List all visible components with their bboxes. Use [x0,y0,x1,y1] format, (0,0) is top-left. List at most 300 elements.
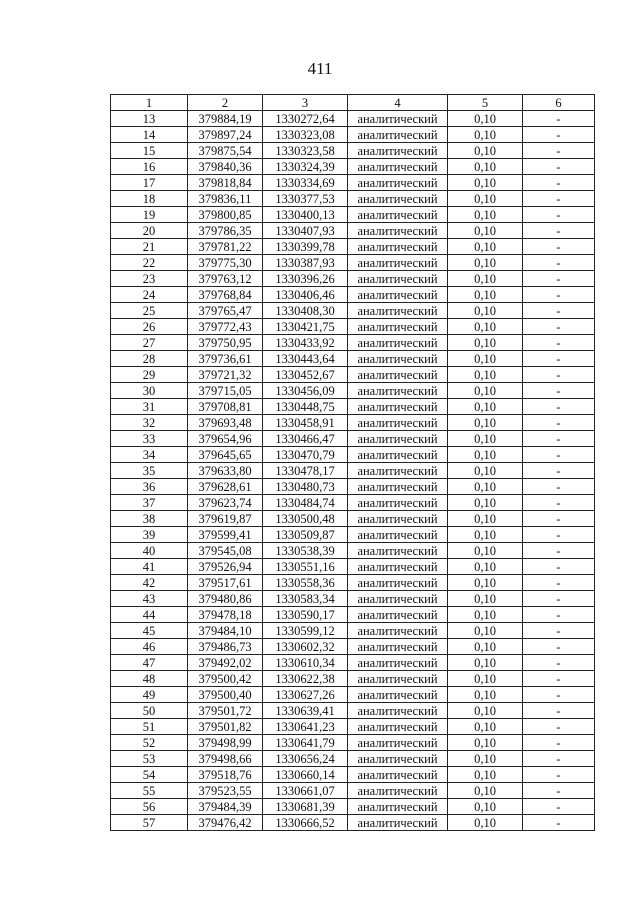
method-cell: аналитический [348,127,448,143]
y-coordinate-cell: 1330396,26 [263,271,348,287]
note-cell: - [523,447,595,463]
method-cell: аналитический [348,815,448,831]
method-cell: аналитический [348,719,448,735]
accuracy-cell: 0,10 [448,191,523,207]
table-row [111,623,595,639]
table-row [111,191,595,207]
point-number-cell: 37 [111,495,188,511]
y-coordinate-cell: 1330324,39 [263,159,348,175]
note-cell: - [523,815,595,831]
point-number-cell: 19 [111,207,188,223]
accuracy-cell: 0,10 [448,559,523,575]
x-coordinate-cell: 379693,48 [188,415,263,431]
y-coordinate-cell: 1330478,17 [263,463,348,479]
method-cell: аналитический [348,799,448,815]
table-row [111,127,595,143]
point-number-cell: 47 [111,655,188,671]
x-coordinate-cell: 379633,80 [188,463,263,479]
y-coordinate-cell: 1330448,75 [263,399,348,415]
table-row [111,111,595,127]
table-row [111,335,595,351]
note-cell: - [523,687,595,703]
point-number-cell: 57 [111,815,188,831]
y-coordinate-cell: 1330641,23 [263,719,348,735]
note-cell: - [523,527,595,543]
table-header-row [111,95,595,111]
table-row [111,543,595,559]
note-cell: - [523,127,595,143]
accuracy-cell: 0,10 [448,415,523,431]
y-coordinate-cell: 1330433,92 [263,335,348,351]
point-number-cell: 55 [111,783,188,799]
table-row [111,783,595,799]
accuracy-cell: 0,10 [448,783,523,799]
accuracy-cell: 0,10 [448,511,523,527]
note-cell: - [523,655,595,671]
point-number-cell: 53 [111,751,188,767]
note-cell: - [523,143,595,159]
note-cell: - [523,303,595,319]
method-cell: аналитический [348,527,448,543]
table-row [111,511,595,527]
x-coordinate-cell: 379818,84 [188,175,263,191]
method-cell: аналитический [348,191,448,207]
point-number-cell: 20 [111,223,188,239]
method-cell: аналитический [348,591,448,607]
table-row [111,175,595,191]
table-row [111,207,595,223]
y-coordinate-cell: 1330377,53 [263,191,348,207]
method-cell: аналитический [348,623,448,639]
accuracy-cell: 0,10 [448,143,523,159]
accuracy-cell: 0,10 [448,335,523,351]
accuracy-cell: 0,10 [448,303,523,319]
table-row [111,575,595,591]
column-header: 4 [348,95,448,111]
table-row [111,463,595,479]
point-number-cell: 29 [111,367,188,383]
y-coordinate-cell: 1330538,39 [263,543,348,559]
table-row [111,303,595,319]
y-coordinate-cell: 1330470,79 [263,447,348,463]
accuracy-cell: 0,10 [448,223,523,239]
y-coordinate-cell: 1330610,34 [263,655,348,671]
y-coordinate-cell: 1330408,30 [263,303,348,319]
x-coordinate-cell: 379480,86 [188,591,263,607]
y-coordinate-cell: 1330452,67 [263,367,348,383]
x-coordinate-cell: 379478,18 [188,607,263,623]
method-cell: аналитический [348,207,448,223]
table-row [111,799,595,815]
table-row [111,815,595,831]
column-header: 2 [188,95,263,111]
y-coordinate-cell: 1330666,52 [263,815,348,831]
x-coordinate-cell: 379750,95 [188,335,263,351]
y-coordinate-cell: 1330484,74 [263,495,348,511]
y-coordinate-cell: 1330558,36 [263,575,348,591]
point-number-cell: 49 [111,687,188,703]
y-coordinate-cell: 1330681,39 [263,799,348,815]
x-coordinate-cell: 379476,42 [188,815,263,831]
point-number-cell: 56 [111,799,188,815]
method-cell: аналитический [348,671,448,687]
note-cell: - [523,111,595,127]
method-cell: аналитический [348,111,448,127]
method-cell: аналитический [348,287,448,303]
point-number-cell: 15 [111,143,188,159]
note-cell: - [523,575,595,591]
accuracy-cell: 0,10 [448,751,523,767]
y-coordinate-cell: 1330602,32 [263,639,348,655]
table-row [111,479,595,495]
x-coordinate-cell: 379836,11 [188,191,263,207]
table-row [111,671,595,687]
note-cell: - [523,543,595,559]
note-cell: - [523,175,595,191]
table-row [111,527,595,543]
x-coordinate-cell: 379619,87 [188,511,263,527]
x-coordinate-cell: 379623,74 [188,495,263,511]
point-number-cell: 31 [111,399,188,415]
y-coordinate-cell: 1330660,14 [263,767,348,783]
x-coordinate-cell: 379498,99 [188,735,263,751]
table-row [111,431,595,447]
note-cell: - [523,783,595,799]
table-row [111,703,595,719]
x-coordinate-cell: 379501,72 [188,703,263,719]
accuracy-cell: 0,10 [448,623,523,639]
accuracy-cell: 0,10 [448,479,523,495]
table-row [111,415,595,431]
note-cell: - [523,623,595,639]
note-cell: - [523,607,595,623]
accuracy-cell: 0,10 [448,703,523,719]
accuracy-cell: 0,10 [448,463,523,479]
method-cell: аналитический [348,687,448,703]
y-coordinate-cell: 1330272,64 [263,111,348,127]
column-header: 3 [263,95,348,111]
accuracy-cell: 0,10 [448,591,523,607]
table-row [111,655,595,671]
accuracy-cell: 0,10 [448,495,523,511]
method-cell: аналитический [348,559,448,575]
y-coordinate-cell: 1330458,91 [263,415,348,431]
accuracy-cell: 0,10 [448,671,523,687]
accuracy-cell: 0,10 [448,175,523,191]
note-cell: - [523,799,595,815]
x-coordinate-cell: 379523,55 [188,783,263,799]
y-coordinate-cell: 1330407,93 [263,223,348,239]
x-coordinate-cell: 379884,19 [188,111,263,127]
accuracy-cell: 0,10 [448,575,523,591]
accuracy-cell: 0,10 [448,271,523,287]
point-number-cell: 33 [111,431,188,447]
y-coordinate-cell: 1330323,58 [263,143,348,159]
y-coordinate-cell: 1330387,93 [263,255,348,271]
point-number-cell: 14 [111,127,188,143]
x-coordinate-cell: 379628,61 [188,479,263,495]
y-coordinate-cell: 1330599,12 [263,623,348,639]
accuracy-cell: 0,10 [448,399,523,415]
x-coordinate-cell: 379654,96 [188,431,263,447]
point-number-cell: 27 [111,335,188,351]
note-cell: - [523,511,595,527]
table-row [111,767,595,783]
table-row [111,159,595,175]
accuracy-cell: 0,10 [448,687,523,703]
method-cell: аналитический [348,783,448,799]
note-cell: - [523,463,595,479]
accuracy-cell: 0,10 [448,799,523,815]
method-cell: аналитический [348,143,448,159]
method-cell: аналитический [348,431,448,447]
accuracy-cell: 0,10 [448,767,523,783]
table-row [111,687,595,703]
method-cell: аналитический [348,223,448,239]
note-cell: - [523,271,595,287]
table-row [111,607,595,623]
table-row [111,399,595,415]
point-number-cell: 41 [111,559,188,575]
x-coordinate-cell: 379526,94 [188,559,263,575]
method-cell: аналитический [348,655,448,671]
y-coordinate-cell: 1330551,16 [263,559,348,575]
note-cell: - [523,255,595,271]
accuracy-cell: 0,10 [448,543,523,559]
method-cell: аналитический [348,767,448,783]
accuracy-cell: 0,10 [448,239,523,255]
method-cell: аналитический [348,543,448,559]
method-cell: аналитический [348,335,448,351]
accuracy-cell: 0,10 [448,735,523,751]
accuracy-cell: 0,10 [448,431,523,447]
column-header: 5 [448,95,523,111]
y-coordinate-cell: 1330583,34 [263,591,348,607]
table-row [111,751,595,767]
point-number-cell: 54 [111,767,188,783]
table-row [111,559,595,575]
note-cell: - [523,591,595,607]
x-coordinate-cell: 379715,05 [188,383,263,399]
note-cell: - [523,207,595,223]
table-row [111,383,595,399]
table-row [111,351,595,367]
method-cell: аналитический [348,159,448,175]
x-coordinate-cell: 379492,02 [188,655,263,671]
point-number-cell: 30 [111,383,188,399]
point-number-cell: 26 [111,319,188,335]
point-number-cell: 34 [111,447,188,463]
point-number-cell: 28 [111,351,188,367]
note-cell: - [523,223,595,239]
point-number-cell: 52 [111,735,188,751]
note-cell: - [523,431,595,447]
x-coordinate-cell: 379897,24 [188,127,263,143]
point-number-cell: 40 [111,543,188,559]
note-cell: - [523,479,595,495]
accuracy-cell: 0,10 [448,351,523,367]
y-coordinate-cell: 1330323,08 [263,127,348,143]
y-coordinate-cell: 1330480,73 [263,479,348,495]
x-coordinate-cell: 379786,35 [188,223,263,239]
method-cell: аналитический [348,319,448,335]
x-coordinate-cell: 379708,81 [188,399,263,415]
point-number-cell: 32 [111,415,188,431]
x-coordinate-cell: 379800,85 [188,207,263,223]
note-cell: - [523,287,595,303]
table-row [111,239,595,255]
table-row [111,271,595,287]
method-cell: аналитический [348,367,448,383]
y-coordinate-cell: 1330641,79 [263,735,348,751]
point-number-cell: 17 [111,175,188,191]
table-row [111,367,595,383]
table-row [111,319,595,335]
x-coordinate-cell: 379545,08 [188,543,263,559]
table-row [111,255,595,271]
table-row [111,287,595,303]
method-cell: аналитический [348,511,448,527]
note-cell: - [523,335,595,351]
x-coordinate-cell: 379772,43 [188,319,263,335]
x-coordinate-cell: 379768,84 [188,287,263,303]
note-cell: - [523,671,595,687]
note-cell: - [523,367,595,383]
note-cell: - [523,495,595,511]
note-cell: - [523,383,595,399]
x-coordinate-cell: 379501,82 [188,719,263,735]
table-body [111,111,595,831]
method-cell: аналитический [348,351,448,367]
note-cell: - [523,719,595,735]
point-number-cell: 18 [111,191,188,207]
y-coordinate-cell: 1330400,13 [263,207,348,223]
x-coordinate-cell: 379500,42 [188,671,263,687]
x-coordinate-cell: 379518,76 [188,767,263,783]
y-coordinate-cell: 1330661,07 [263,783,348,799]
method-cell: аналитический [348,175,448,191]
x-coordinate-cell: 379840,36 [188,159,263,175]
accuracy-cell: 0,10 [448,367,523,383]
note-cell: - [523,639,595,655]
method-cell: аналитический [348,751,448,767]
coordinates-table [110,94,595,831]
note-cell: - [523,735,595,751]
method-cell: аналитический [348,703,448,719]
y-coordinate-cell: 1330509,87 [263,527,348,543]
x-coordinate-cell: 379517,61 [188,575,263,591]
method-cell: аналитический [348,303,448,319]
accuracy-cell: 0,10 [448,207,523,223]
table-row [111,639,595,655]
note-cell: - [523,703,595,719]
x-coordinate-cell: 379599,41 [188,527,263,543]
accuracy-cell: 0,10 [448,639,523,655]
point-number-cell: 22 [111,255,188,271]
point-number-cell: 13 [111,111,188,127]
x-coordinate-cell: 379781,22 [188,239,263,255]
accuracy-cell: 0,10 [448,127,523,143]
point-number-cell: 25 [111,303,188,319]
accuracy-cell: 0,10 [448,319,523,335]
method-cell: аналитический [348,399,448,415]
method-cell: аналитический [348,415,448,431]
point-number-cell: 48 [111,671,188,687]
note-cell: - [523,751,595,767]
x-coordinate-cell: 379500,40 [188,687,263,703]
y-coordinate-cell: 1330456,09 [263,383,348,399]
y-coordinate-cell: 1330334,69 [263,175,348,191]
point-number-cell: 35 [111,463,188,479]
y-coordinate-cell: 1330500,48 [263,511,348,527]
table-row [111,143,595,159]
table-row [111,223,595,239]
method-cell: аналитический [348,479,448,495]
x-coordinate-cell: 379645,65 [188,447,263,463]
y-coordinate-cell: 1330466,47 [263,431,348,447]
note-cell: - [523,351,595,367]
point-number-cell: 51 [111,719,188,735]
accuracy-cell: 0,10 [448,447,523,463]
y-coordinate-cell: 1330656,24 [263,751,348,767]
column-header: 1 [111,95,188,111]
table-row [111,735,595,751]
method-cell: аналитический [348,639,448,655]
method-cell: аналитический [348,463,448,479]
point-number-cell: 24 [111,287,188,303]
point-number-cell: 23 [111,271,188,287]
method-cell: аналитический [348,495,448,511]
point-number-cell: 39 [111,527,188,543]
method-cell: аналитический [348,575,448,591]
method-cell: аналитический [348,255,448,271]
accuracy-cell: 0,10 [448,159,523,175]
accuracy-cell: 0,10 [448,719,523,735]
y-coordinate-cell: 1330590,17 [263,607,348,623]
accuracy-cell: 0,10 [448,527,523,543]
table-row [111,591,595,607]
y-coordinate-cell: 1330399,78 [263,239,348,255]
x-coordinate-cell: 379721,32 [188,367,263,383]
method-cell: аналитический [348,271,448,287]
table-row [111,495,595,511]
note-cell: - [523,239,595,255]
point-number-cell: 42 [111,575,188,591]
x-coordinate-cell: 379736,61 [188,351,263,367]
page-number: 411 [307,59,333,78]
x-coordinate-cell: 379484,10 [188,623,263,639]
method-cell: аналитический [348,239,448,255]
column-header: 6 [523,95,595,111]
x-coordinate-cell: 379486,73 [188,639,263,655]
note-cell: - [523,399,595,415]
x-coordinate-cell: 379765,47 [188,303,263,319]
point-number-cell: 45 [111,623,188,639]
x-coordinate-cell: 379484,39 [188,799,263,815]
point-number-cell: 16 [111,159,188,175]
point-number-cell: 36 [111,479,188,495]
x-coordinate-cell: 379763,12 [188,271,263,287]
method-cell: аналитический [348,607,448,623]
table-row [111,447,595,463]
point-number-cell: 44 [111,607,188,623]
y-coordinate-cell: 1330627,26 [263,687,348,703]
point-number-cell: 46 [111,639,188,655]
note-cell: - [523,415,595,431]
method-cell: аналитический [348,447,448,463]
y-coordinate-cell: 1330421,75 [263,319,348,335]
accuracy-cell: 0,10 [448,111,523,127]
